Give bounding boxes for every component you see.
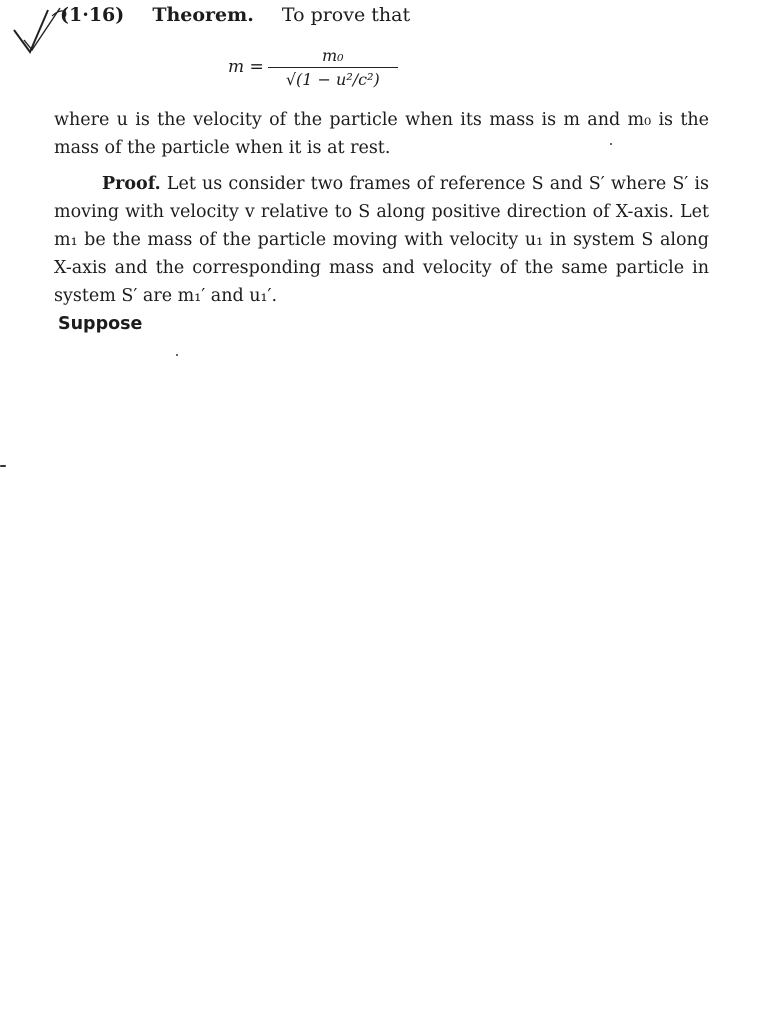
proof-text: Let us consider two frames of reference S and S′ where S′ is moving with velocity v relative to S along positive direction of X-axis. Let m₁ be the mass of the particle moving with velocity u₁ in system S along X-axis and the corresponding mass and velocity of the same particle in system S′ are m₁′ and u₁′. xyxy=(54,174,709,306)
theorem-label: Theorem. xyxy=(152,4,254,26)
definition-paragraph: where u is the velocity of the particle when its mass is m and m₀ is the mass of the particle when it is at rest. xyxy=(54,110,709,158)
theorem-lead-text: To prove that xyxy=(281,4,411,26)
proof-label: Proof. xyxy=(102,174,161,194)
proof-first-line xyxy=(54,170,709,310)
ink-speck xyxy=(610,143,612,145)
formula-lhs: m = xyxy=(228,57,264,77)
theorem-heading xyxy=(60,4,410,26)
ink-speck xyxy=(0,465,6,467)
formula-fraction xyxy=(268,46,398,89)
formula-numerator: m₀ xyxy=(321,45,344,65)
formula-denominator: √(1 − u²/c²) xyxy=(285,69,380,89)
suppose-text: Suppose xyxy=(58,314,143,334)
proof-paragraph xyxy=(54,170,709,310)
theorem-number: (1·16) xyxy=(60,4,125,26)
ink-speck xyxy=(176,354,178,356)
mass-formula xyxy=(228,42,398,92)
